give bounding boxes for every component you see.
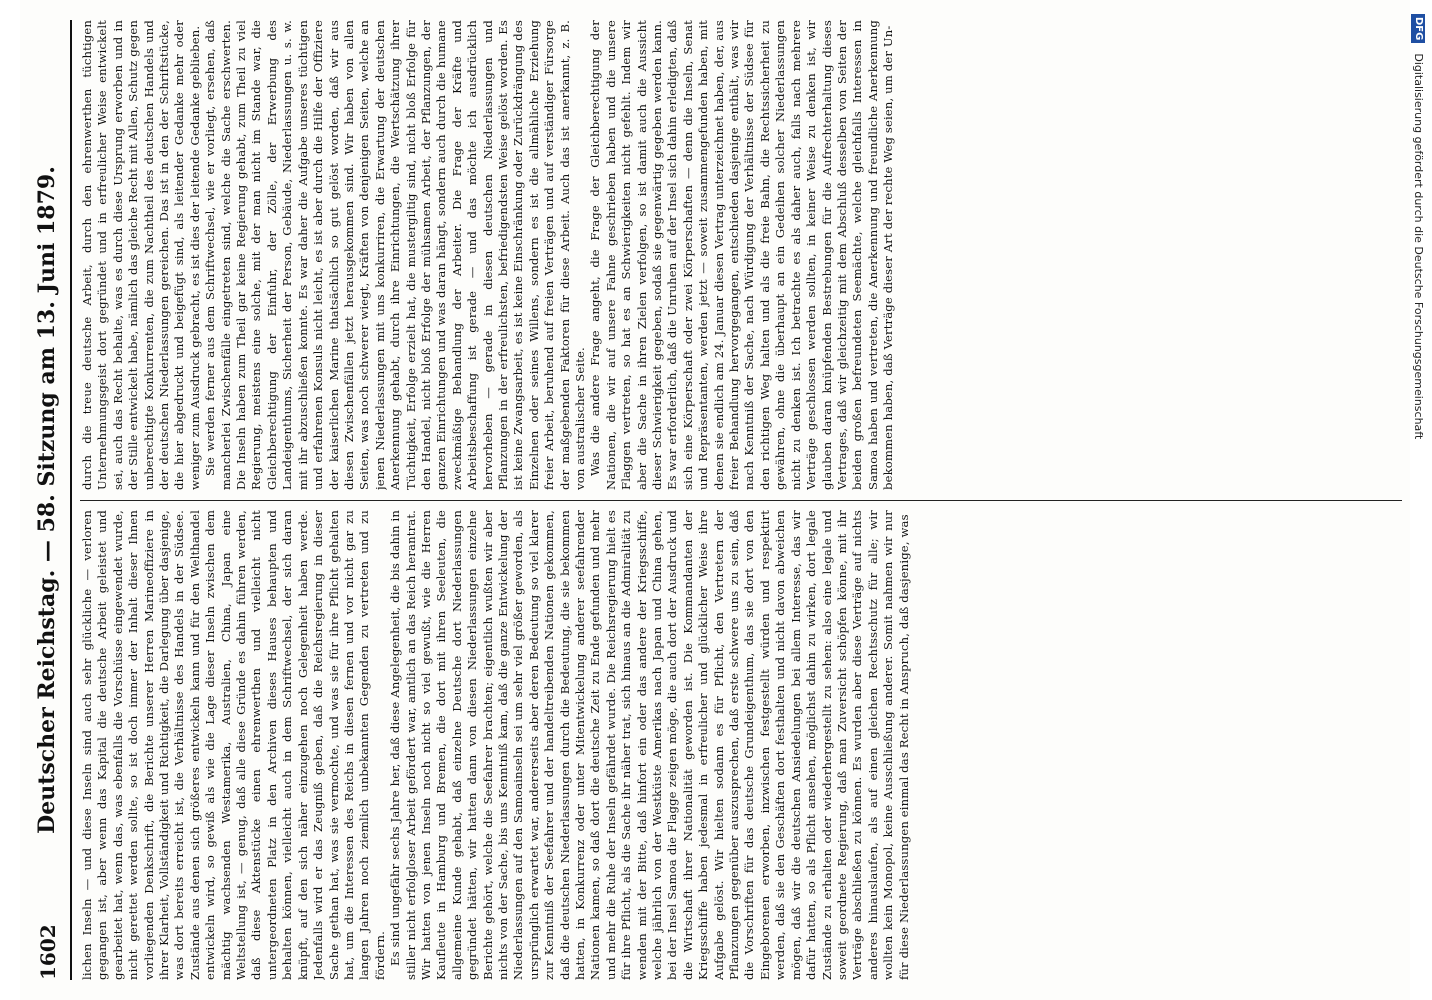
paragraph: Was die andere Frage angeht, die Frage der Gleichberechtigung der Nationen, die wir auf unsere Fahne geschrieben haben und die unsere Flaggen vertreten, so hat es an Schwierigkeiten nicht gefehlt. Indem wir aber die Sache in ihren Zielen verfolgen, so ist damit auch die Aussicht dieser Schwierigkeit gegeben, sodaß sie gegenwärtig gegeben werden kann. Es war erforderlich, daß die Unruhen auf der Insel sich dahin erledigten, daß sich eine Körperschaft oder zwei Körperschaften — denn die Inseln, Senat und Repräsentanten, werden jetzt — soweit zusammengefunden haben, mit denen sie endlich am 24. Januar diesen Vertrag unterzeichnet haben, der, aus freier Behandlung hervorgegangen, entschieden dasjenige enthält, was wir nach Kenntniß der Sache, nach Würdigung der Verhältnisse der Südsee für den richtigen Weg halten und als die freie Bahn, die Rechtssicherheit zu gewähren, ohne die überhaupt an ein Gedeihen solcher Niederlassungen nicht zu denken ist. Ich betrachte es als daher auch, falls nach mehrere Verträge geschlossen werden sollten, in keiner Weise zu denken ist, wir glauben daran knüpfenden Bestrebungen für die Aufrechterhaltung dieses Vertrages, daß wir gleichzeitig mit dem Abschluß desselben von Seiten der beiden großen befreundeten Seemächte, welche gleichfalls Interessen in Samoa haben und vertreten, die Anerkennung und freundliche Anerkennung bekommen haben, daß Verträge dieser Art der rechte Weg seien, um der Un- <box>588 20 896 490</box>
paragraph: Sie werden ferner aus dem Schriftwechsel, wie er vorliegt, ersehen, daß mancherlei Zwischenfälle eingetreten sind, welche die Sache erschwerten. Die Inseln haben zum Theil gar keine Regierung gehabt, zum Theil zu viel Regierung, meistens eine solche, mit der man nicht im Stande war, die Gleichberechtigung der Einfuhr, der Zölle, der Erwerbung des Landeigenthums, Sicherheit der Person, Gebäude, Niederlassungen u. s. w. mit ihr abzuschließen konnte. Es war daher die Aufgabe unseres tüchtigen und erfahrenen Konsuls nicht leicht, es ist aber durch die Hilfe der Offiziere der kaiserlichen Marine thatsächlich so gut gelöst worden, daß wir aus diesen Zwischenfällen jetzt herausgekommen sind. Wir haben von allen Seiten, was noch schwerer wiegt, Kräften von denjenigen Seiten, welche an jenen Niederlassungen mit uns konkurriren, die Erwartung der deutschen Anerkennung gehabt, durch ihre Einrichtungen, die Wertschätzung ihrer Tüchtigkeit, Erfolge erzielt hat, die mustergiltig sind, nicht bloß Erfolge für den Handel, nicht bloß Erfolge der mühsamen Arbeit, der Pflanzungen, der ganzen Einrichtungen und was daran hängt, sondern auch durch die humane zweckmäßige Behandlung der Arbeiter. Die Frage der Kräfte und Arbeitsbeschaffung ist gerade — und das möchte ich ausdrücklich hervorheben — gerade in diesen deutschen Niederlassungen und Pflanzungen in der erfreulichsten, befriedigendsten Weise gelöst worden. Es ist keine Zwangsarbeit, es ist keine Einschränkung oder Zurückdrängung des Einzelnen oder seines Willens, sondern es ist die allmähliche Erziehung freier Arbeit, beruhend auf freien Verträgen und auf verständiger Fürsorge der maßgebenden Faktoren für diese Arbeit. Auch das ist anerkannt, z. B. von australischer Seite. <box>203 20 587 490</box>
credit-text: Digitalisierung gefördert durch die Deutsche Forschungsgemeinschaft <box>1412 53 1425 440</box>
credit-line <box>1410 14 1426 994</box>
dfg-logo: DFG <box>1411 14 1425 43</box>
paragraph: Es sind ungefähr sechs Jahre her, daß diese Angelegenheit, die bis dahin in stiller nicht erfolgloser Arbeit gefördert war, amtlich an das Reich herantrat. Wir hatten von jenen Inseln noch nicht so viel gewußt, wie die Herren Kaufleute in Hamburg und Bremen, die dort mit ihren Seeleuten, die allgemeine Kunde gehabt, daß einzelne Deutsche dort Niederlassungen gegründet hätten, wir hatten dann von diesen Niederlassungen einzelne Berichte gehört, welche die Seefahrer brachten; eigentlich wußten wir aber nichts von der Sache, bis uns Kenntniß kam, daß die ganze Entwickelung der Niederlassungen auf den Samoainseln sei um sehr viel größer geworden, als ursprünglich erwartet war, andererseits aber deren Bedeutung so viel klarer zur Kenntniß der Seefahrer und der handeltreibenden Nationen gekommen, daß die deutschen Niederlassungen durch die Bedeutung, die sie bekommen hatten, in Konkurrenz oder unter Mitentwickelung anderer seefahrender Nationen kamen, so daß dort die deutsche Zeit zu Ende gefunden und mehr und mehr die Ruhe der Inseln gefährdet wurde. Die Reichsregierung hielt es für ihre Pflicht, als die Sache ihr näher trat, sich hinaus an die Admiralität zu wenden mit der Bitte, daß hinfort ein oder das andere der Kriegsschiffe, welche jährlich von der Westküste Amerikas nach Japan und China gehen, bei der Insel Samoa die Flagge zeigen möge, die auch dort der Ausdruck und die Wirtschaft ihrer Nationalität geworden ist. Die Kommandanten der Kriegsschiffe haben jedesmal in erfreulicher und glücklicher Weise ihre Aufgabe gelöst. Wir hielten sodann es für Pflicht, den Vertretern der Pflanzungen gegenüber auszusprechen, daß erste schwere uns zu sein, daß die Vorschriften für das deutsche Grundeigenthum, das sie dort von den Eingeborenen erworben, inzwischen festgestellt würden und respektirt werden, daß sie den Geschäften dort festhalten und nicht davon abweichen mögen, daß wir die deutschen Ansiedelungen bei allem Interesse, das wir dafür hatten, so als Pflicht ansehen, möglichst dahin zu wirken, dort legale Zustände zu erhalten oder wiederhergestellt zu sehen: also eine legale und soweit geordnete Regierung, daß man Zuversicht schöpfen könne, mit ihr Verträge abschließen zu können. Es wurden aber diese Verträge auf nichts anderes hinauslaufen, als auf einen gleichen Rechtsschutz für alle; wir wollten kein Monopol, keine Ausschließung anderer. Somit nahmen wir nur für diese Niederlassungen einmal das Recht in Anspruch, daß dasjenige, was <box>388 510 911 980</box>
page-number: 1602 <box>36 924 60 980</box>
page-header <box>26 20 68 980</box>
digitization-credit <box>1412 6 1428 996</box>
column-divider <box>80 500 1402 501</box>
paragraph: durch die treue deutsche Arbeit, durch den ehrenwerthen tüchtigen Unternehmungsgeist dort gegründet und in erfreulicher Weise entwickelt sei, auch das Recht behalte, was es durch diese Ursprung erworben und in der Stille entwickelt habe, nämlich das gleiche Recht mit Allen, Schutz gegen unberechtigte Konkurrenten, die zum Nachtheil des deutschen Handels und der deutschen Niederlassungen gereichen. Das ist in den der Schriftstücke, die hier abgedruckt und beigefügt sind, als leitender Gedanke mehr oder weniger zum Ausdruck gebracht, es ist dies der leitende Gedanke geblieben. <box>80 20 202 490</box>
running-head: Deutscher Reichstag. — 58. Sitzung am 13. Juni 1879. <box>34 166 60 834</box>
right-text-column <box>80 20 1402 490</box>
header-rule <box>70 20 72 980</box>
scanned-newspaper-page <box>20 0 1410 1000</box>
left-text-column <box>80 510 1402 980</box>
paragraph: lichen Inseln — und diese Inseln sind auch sehr glückliche — verloren gegangen ist, aber wenn das Kapital die deutsche Arbeit geleistet und gearbeitet hat, wenn das, was ebenfalls die Vorschüsse eingewendet wurde, nicht gerettet werden sollte, so ist doch immer der Inhalt dieser Ihnen vorliegenden Denkschrift, die Berichte unserer Herren Marineoffiziere in ihrer Klarheit, Vollständigkeit und Richtigkeit, die Darlegung über dasjenige, was dort bereits erreicht ist, die Verhältnisse des Handels in der Südsee. Zustände aus denen sich größeres entwickeln kann und für den Welthandel entwickeln wird, so gewiß als wie die Lage dieser Inseln zwischen dem mächtig wachsenden Westamerika, Australien, China, Japan eine Weltstellung ist, — genug, daß alle diese Gründe es dahin führen werden, daß diese Aktenstücke einen ehrenwerthen und vielleicht nicht untergeordneten Platz in den Archiven dieses Hauses behaupten und behalten können, vielleicht auch in dem Schriftwechsel, der sich daran knüpft, auf den sich näher einzugehen noch Gelegenheit haben werde. Jedenfalls wird er das Zeugniß geben, daß die Reichsregierung in dieser Sache gethan hat, was sie vermochte, und was sie für ihre Pflicht gehalten hat, um die Interessen des Reichs in diesen fernen und vor nicht gar zu langen Jahren noch ziemlich unbekannten Gegenden zu vertreten und zu fördern. <box>80 510 387 980</box>
